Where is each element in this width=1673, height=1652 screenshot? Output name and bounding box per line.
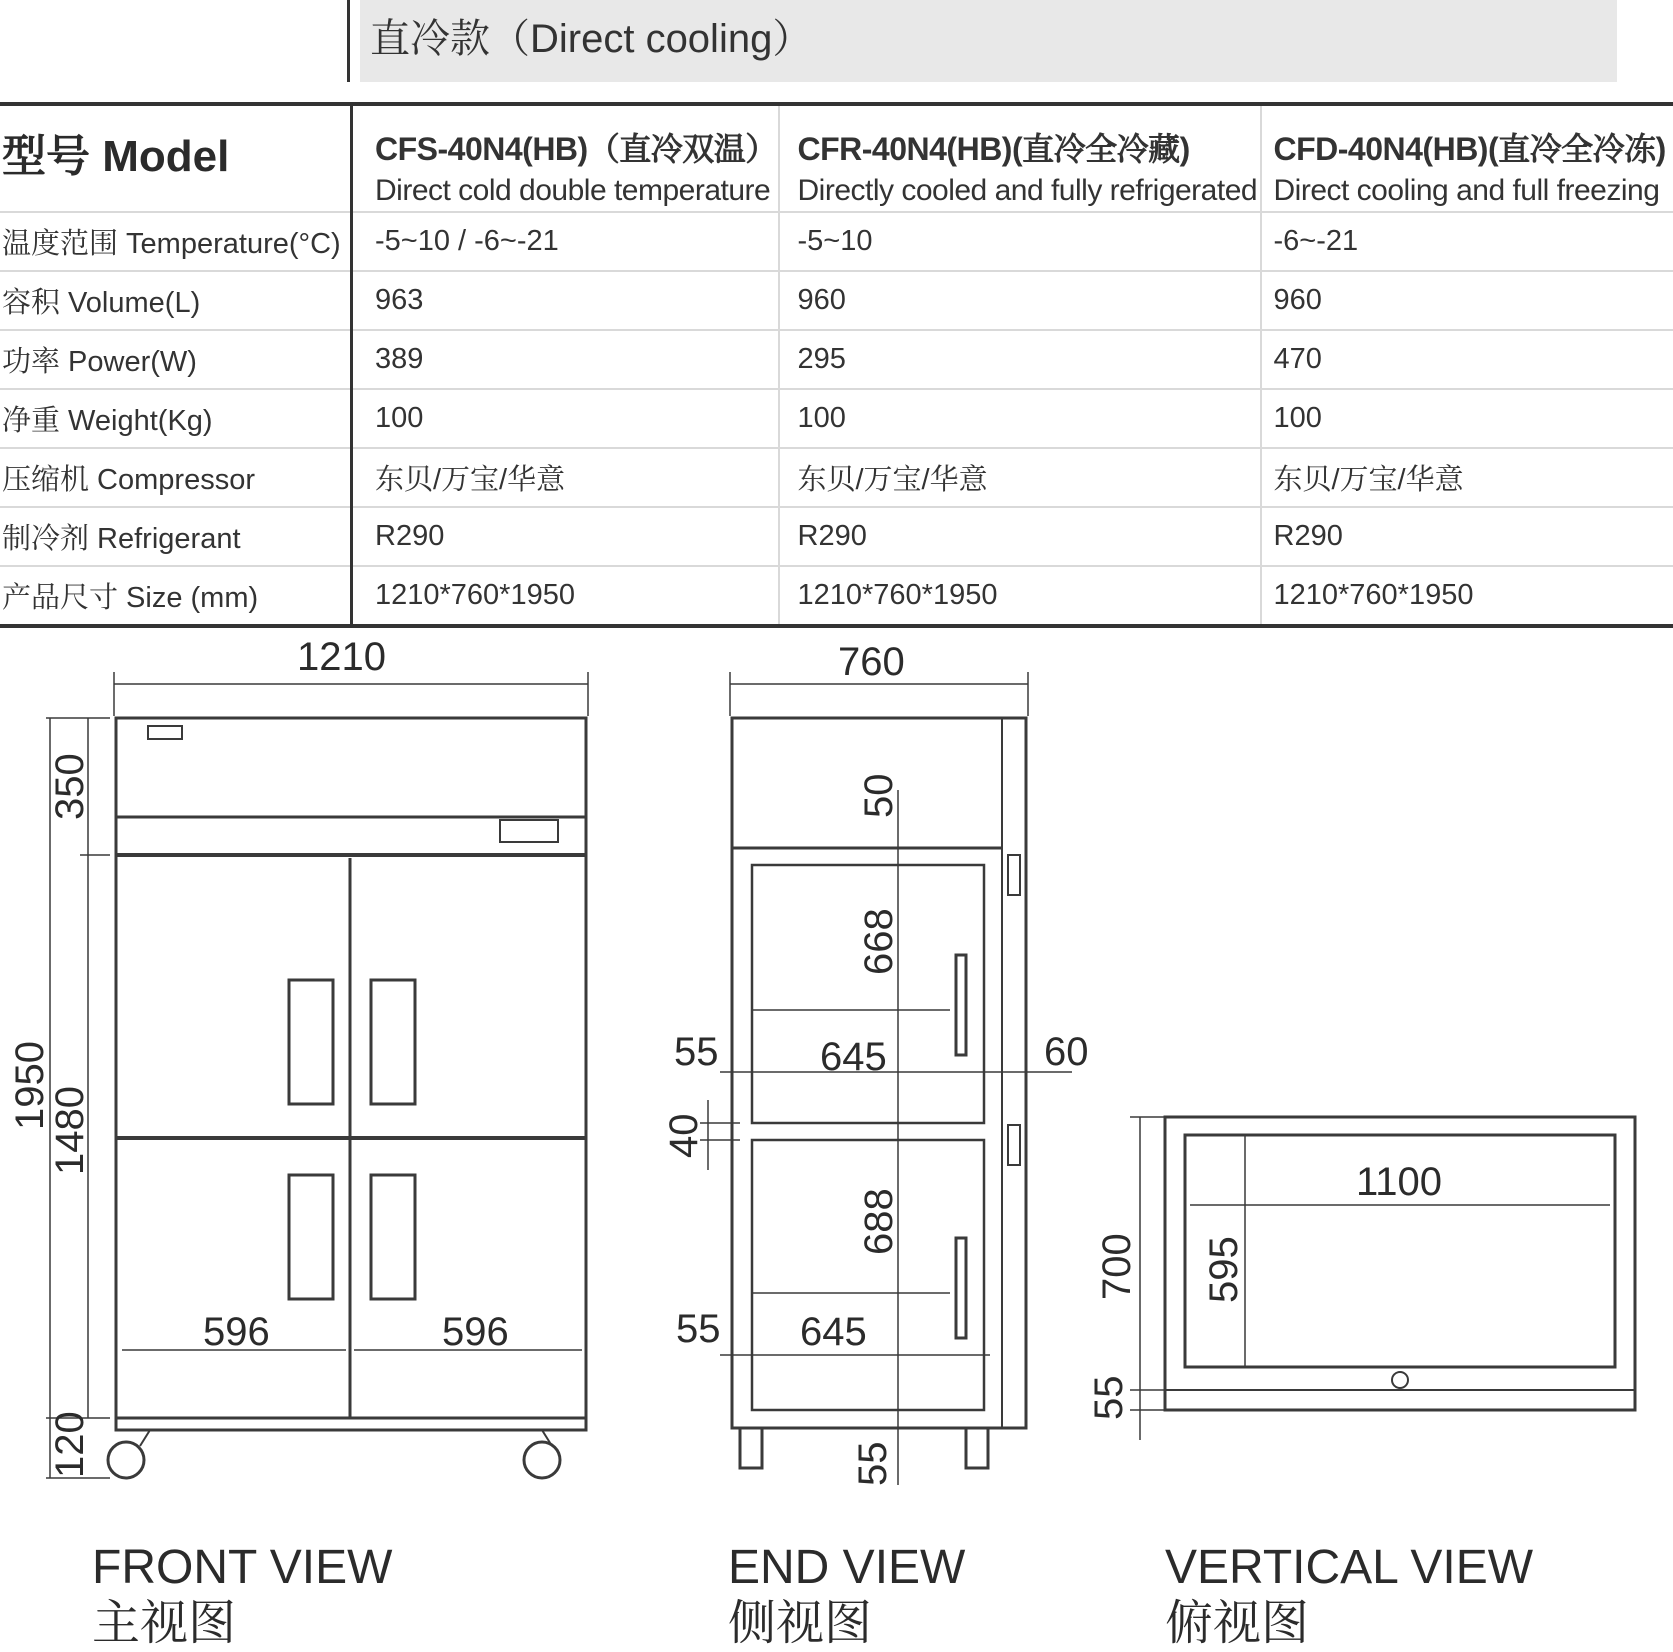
row-value: 1210*760*1950 [352, 566, 779, 626]
row-value: 470 [1261, 330, 1673, 389]
caster-wheel [524, 1442, 560, 1478]
row-label: 产品尺寸 Size (mm) [0, 566, 352, 626]
row-value: 100 [1261, 389, 1673, 448]
inner-compartment [752, 1140, 984, 1410]
front-view-caption [92, 1540, 392, 1652]
table-row [0, 507, 1673, 566]
caption-en: END VIEW [728, 1540, 965, 1596]
banner-divider [347, 0, 350, 82]
vertical-view-caption [1165, 1540, 1533, 1652]
dim-label: 1100 [1356, 1160, 1442, 1204]
hinge [1008, 855, 1020, 895]
row-label: 容积 Volume(L) [0, 271, 352, 330]
end-view-caption [728, 1540, 965, 1652]
dim-label: 55 [851, 1442, 895, 1487]
row-value: -6~-21 [1261, 212, 1673, 271]
dim-label: 668 [857, 908, 901, 975]
model-header-cell [0, 104, 352, 212]
model-desc: Direct cooling and full freezing [1274, 174, 1673, 208]
dim-label: 595 [1202, 1236, 1246, 1303]
model-desc: Direct cold double temperature [375, 174, 778, 208]
model-name: CFD-40N4(HB)(直冷全冷冻) [1274, 124, 1673, 170]
row-value: 东贝/万宝/华意 [779, 448, 1261, 507]
table-row [0, 330, 1673, 389]
door-handle [371, 1175, 415, 1299]
dim-label: 688 [857, 1188, 901, 1255]
lock [1392, 1372, 1408, 1388]
dim-label: 1950 [8, 1041, 52, 1130]
caption-cn: 侧视图 [728, 1596, 965, 1652]
row-value: 389 [352, 330, 779, 389]
caption-cn: 主视图 [92, 1596, 392, 1652]
technical-drawings [0, 620, 1673, 1500]
hinge [1008, 1125, 1020, 1165]
dim-label: 645 [820, 1035, 887, 1079]
spec-table [0, 102, 1673, 628]
door-handle [289, 1175, 333, 1299]
model-name: CFR-40N4(HB)(直冷全冷藏) [798, 124, 1260, 170]
dim-label: 596 [203, 1310, 270, 1354]
model-header-label: 型号 Model [2, 120, 350, 184]
display-panel [500, 820, 558, 842]
row-value: 1210*760*1950 [1261, 566, 1673, 626]
table-row [0, 271, 1673, 330]
row-value: R290 [1261, 507, 1673, 566]
caption-en: FRONT VIEW [92, 1540, 392, 1596]
dim-label: 55 [676, 1307, 721, 1351]
dim-label: 60 [1044, 1030, 1089, 1074]
dim-label: 55 [674, 1030, 719, 1074]
row-value: 100 [779, 389, 1261, 448]
dim-label: 1210 [297, 635, 386, 679]
model-cell [779, 104, 1261, 212]
row-value: 295 [779, 330, 1261, 389]
table-row [0, 212, 1673, 271]
model-cell [1261, 104, 1673, 212]
banner-title: 直冷款（Direct cooling） [360, 0, 1617, 82]
vertical-view-drawing [1087, 1117, 1635, 1440]
badge-plate [148, 726, 182, 739]
table-row [0, 389, 1673, 448]
dim-label: 760 [838, 640, 905, 684]
dim-label: 700 [1095, 1233, 1139, 1300]
row-label: 制冷剂 Refrigerant [0, 507, 352, 566]
inner-compartment [752, 865, 984, 1123]
table-row [0, 566, 1673, 626]
row-value: -5~10 [779, 212, 1261, 271]
door-handle [371, 980, 415, 1104]
dim-label: 120 [48, 1411, 92, 1478]
row-value: R290 [352, 507, 779, 566]
row-label: 功率 Power(W) [0, 330, 352, 389]
dim-label: 1480 [48, 1086, 92, 1175]
caster-wheel [108, 1442, 144, 1478]
table-header-row [0, 104, 1673, 212]
caption-en: VERTICAL VIEW [1165, 1540, 1533, 1596]
row-value: -5~10 / -6~-21 [352, 212, 779, 271]
door-handle [289, 980, 333, 1104]
row-value: 100 [352, 389, 779, 448]
model-cell [352, 104, 779, 212]
row-value: 东贝/万宝/华意 [1261, 448, 1673, 507]
end-view-drawing [662, 640, 1089, 1486]
dim-label: 55 [1087, 1376, 1131, 1421]
row-label: 压缩机 Compressor [0, 448, 352, 507]
caption-cn: 俯视图 [1165, 1596, 1533, 1652]
row-label: 温度范围 Temperature(°C) [0, 212, 352, 271]
row-value: R290 [779, 507, 1261, 566]
foot [740, 1428, 762, 1468]
row-value: 960 [779, 271, 1261, 330]
dim-label: 596 [442, 1310, 509, 1354]
row-value: 960 [1261, 271, 1673, 330]
model-name: CFS-40N4(HB)（直冷双温） [375, 124, 778, 170]
row-value: 东贝/万宝/华意 [352, 448, 779, 507]
row-value: 1210*760*1950 [779, 566, 1261, 626]
row-label: 净重 Weight(Kg) [0, 389, 352, 448]
dim-label: 645 [800, 1310, 867, 1354]
shelf-rail [956, 955, 966, 1055]
caster-bracket [118, 1430, 574, 1446]
header-banner [0, 0, 1673, 100]
dim-label: 40 [662, 1114, 706, 1159]
row-value: 963 [352, 271, 779, 330]
model-desc: Directly cooled and fully refrigerated [798, 174, 1260, 208]
table-row [0, 448, 1673, 507]
shelf-rail [956, 1238, 966, 1338]
dim-label: 350 [48, 753, 92, 820]
foot [966, 1428, 988, 1468]
front-view-drawing [8, 635, 588, 1478]
dim-label: 50 [857, 774, 901, 819]
